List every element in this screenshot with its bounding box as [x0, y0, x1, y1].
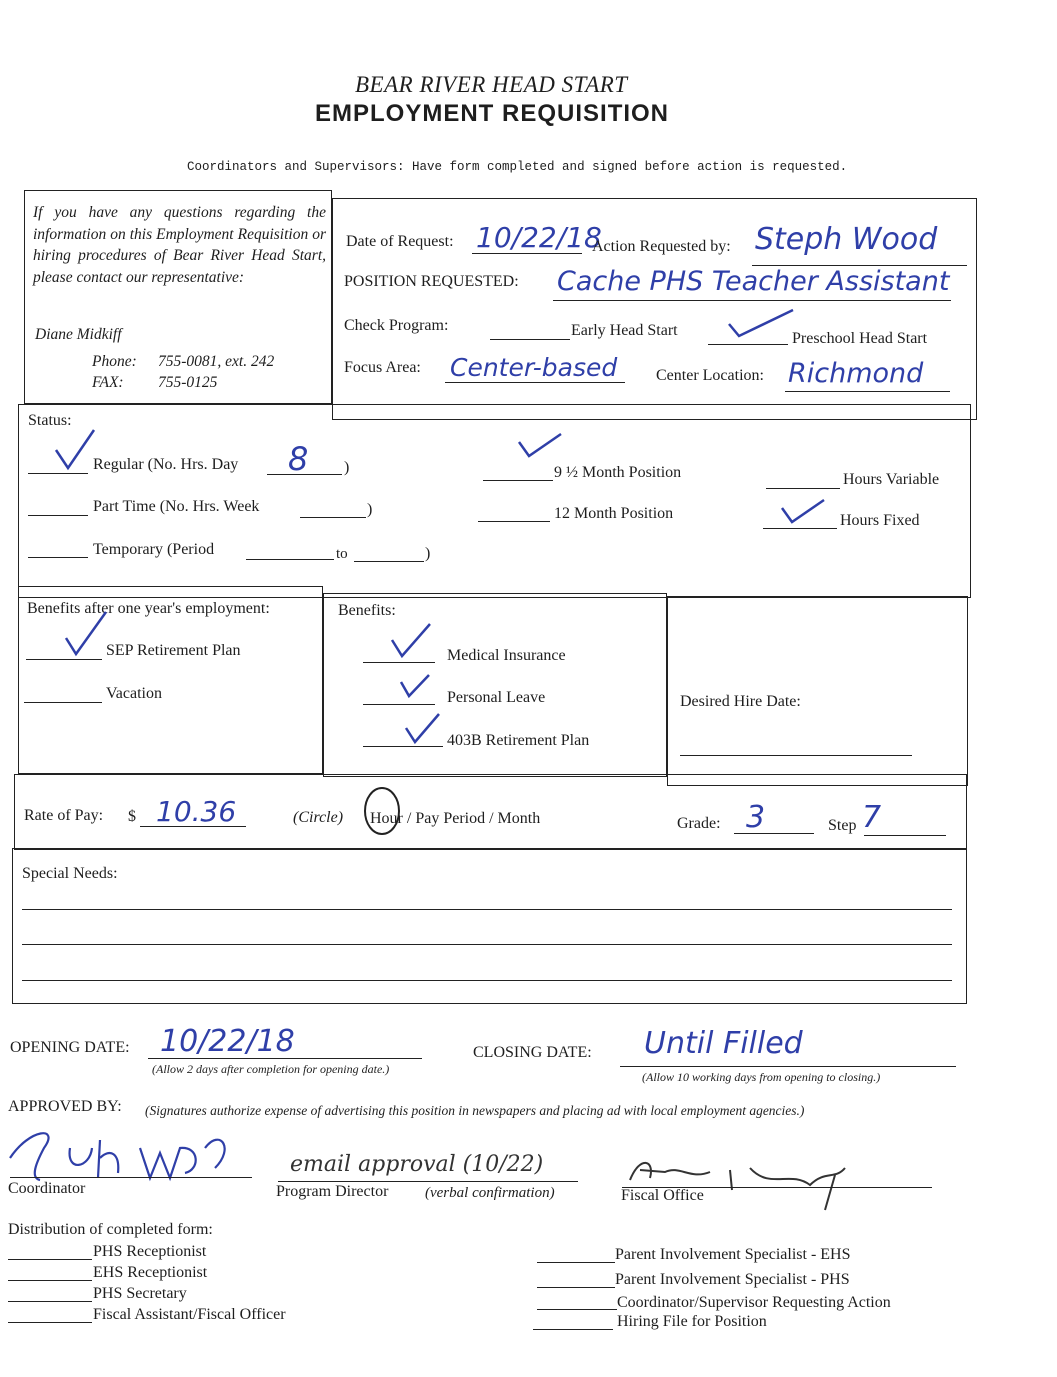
center-location-value: Richmond	[788, 358, 924, 389]
opening-date-note: (Allow 2 days after completion for opening date.)	[152, 1062, 390, 1076]
hours-variable-label: Hours Variable	[843, 471, 940, 488]
benefits-label: Benefits:	[338, 602, 396, 619]
check-mark-icon	[388, 620, 434, 660]
distribution-label: Distribution of completed form:	[8, 1221, 213, 1238]
dist-coordinator-supervisor: Coordinator/Supervisor Requesting Action	[617, 1294, 891, 1311]
program-director-note: (verbal confirmation)	[425, 1185, 555, 1201]
rate-of-pay-label: Rate of Pay:	[24, 807, 104, 824]
position-label: POSITION REQUESTED:	[344, 273, 519, 290]
org-name: BEAR RIVER HEAD START	[355, 72, 628, 97]
special-needs-label: Special Needs:	[22, 865, 118, 882]
grade-value: 3	[746, 800, 766, 835]
dist-ehs-receptionist: EHS Receptionist	[93, 1264, 208, 1281]
action-requested-label: Action Requested by:	[592, 238, 731, 255]
nine-half-month-label: 9 ½ Month Position	[554, 464, 682, 481]
date-of-request-value: 10/22/18	[476, 221, 602, 254]
closing-date-value: Until Filled	[644, 1026, 803, 1061]
contact-name: Diane Midkiff	[35, 326, 122, 343]
pay-period-options: Hour / Pay Period / Month	[370, 810, 541, 827]
personal-leave-label: Personal Leave	[447, 689, 546, 706]
fax-label: FAX:	[92, 374, 124, 391]
fiscal-office-label: Fiscal Office	[621, 1187, 704, 1204]
check-program-label: Check Program:	[344, 317, 449, 334]
grade-label: Grade:	[677, 815, 721, 832]
phone-label: Phone:	[92, 353, 137, 370]
fax-value: 755-0125	[158, 374, 218, 391]
hire-date-box	[667, 596, 968, 786]
dist-phs-receptionist: PHS Receptionist	[93, 1243, 207, 1260]
sep-retirement-label: SEP Retirement Plan	[106, 642, 241, 659]
hours-fixed-label: Hours Fixed	[840, 512, 920, 529]
temporary-label: Temporary (Period	[93, 541, 215, 558]
check-mark-icon	[778, 494, 828, 526]
dist-fiscal-assistant: Fiscal Assistant/Fiscal Officer	[93, 1306, 286, 1323]
center-location-label: Center Location:	[656, 367, 764, 384]
form-title: EMPLOYMENT REQUISITION	[315, 100, 670, 127]
regular-label: Regular (No. Hrs. Day	[93, 456, 239, 473]
check-mark-icon	[725, 306, 797, 338]
step-label: Step	[828, 817, 857, 834]
coordinator-label: Coordinator	[8, 1180, 86, 1197]
paren: )	[344, 459, 350, 476]
focus-area-value: Center-based	[450, 353, 618, 382]
step-value: 7	[862, 800, 882, 835]
action-requested-value: Steph Wood	[755, 222, 938, 257]
paren: )	[367, 501, 373, 518]
desired-hire-date-label: Desired Hire Date:	[680, 693, 801, 710]
phone-value: 755-0081, ext. 242	[158, 353, 275, 370]
check-mark-icon	[52, 426, 98, 472]
approved-by-label: APPROVED BY:	[8, 1098, 122, 1115]
dist-pis-phs: Parent Involvement Specialist - PHS	[615, 1271, 850, 1288]
position-value: Cache PHS Teacher Assistant	[557, 266, 950, 297]
retirement-403b-label: 403B Retirement Plan	[447, 732, 590, 749]
focus-area-label: Focus Area:	[344, 359, 421, 376]
contact-text: If you have any questions regarding the information on this Employment Requisition or hiring procedures of Bear River Head Start, please contact our representative:	[33, 204, 326, 286]
program-director-label: Program Director	[276, 1183, 389, 1200]
check-mark-icon	[402, 710, 442, 746]
date-of-request-label: Date of Request:	[346, 233, 454, 250]
fiscal-signature-icon	[620, 1150, 860, 1220]
check-mark-icon	[398, 672, 432, 700]
check-mark-icon	[62, 608, 110, 658]
opening-date-value: 10/22/18	[160, 1024, 295, 1059]
rate-of-pay-value: 10.36	[156, 795, 237, 828]
opening-date-label: OPENING DATE:	[10, 1039, 130, 1056]
to-label: to	[336, 546, 348, 562]
regular-hours-value: 8	[288, 440, 309, 478]
director-signature: email approval (10/22)	[290, 1152, 544, 1177]
part-time-label: Part Time (No. Hrs. Week	[93, 498, 260, 515]
vacation-label: Vacation	[106, 685, 162, 702]
dollar-sign: $	[128, 808, 136, 825]
instruction-text: Coordinators and Supervisors: Have form completed and signed before action is requested.	[187, 160, 848, 174]
closing-date-label: CLOSING DATE:	[473, 1044, 592, 1061]
benefits-after-label: Benefits after one year's employment:	[27, 600, 270, 617]
approved-by-note: (Signatures authorize expense of advertising this position in newspapers and placing ad with local employment agencies.)	[145, 1103, 805, 1118]
dist-hiring-file: Hiring File for Position	[617, 1313, 767, 1330]
dist-pis-ehs: Parent Involvement Specialist - EHS	[615, 1246, 851, 1263]
closing-date-note: (Allow 10 working days from opening to closing.)	[642, 1070, 881, 1084]
medical-insurance-label: Medical Insurance	[447, 647, 566, 664]
status-label: Status:	[28, 412, 72, 429]
twelve-month-label: 12 Month Position	[554, 505, 674, 522]
circle-label: (Circle)	[293, 809, 344, 826]
program-phs: Preschool Head Start	[792, 330, 928, 347]
check-mark-icon	[515, 430, 565, 460]
paren: )	[425, 545, 431, 562]
program-ehs: Early Head Start	[571, 322, 678, 339]
dist-phs-secretary: PHS Secretary	[93, 1285, 187, 1302]
